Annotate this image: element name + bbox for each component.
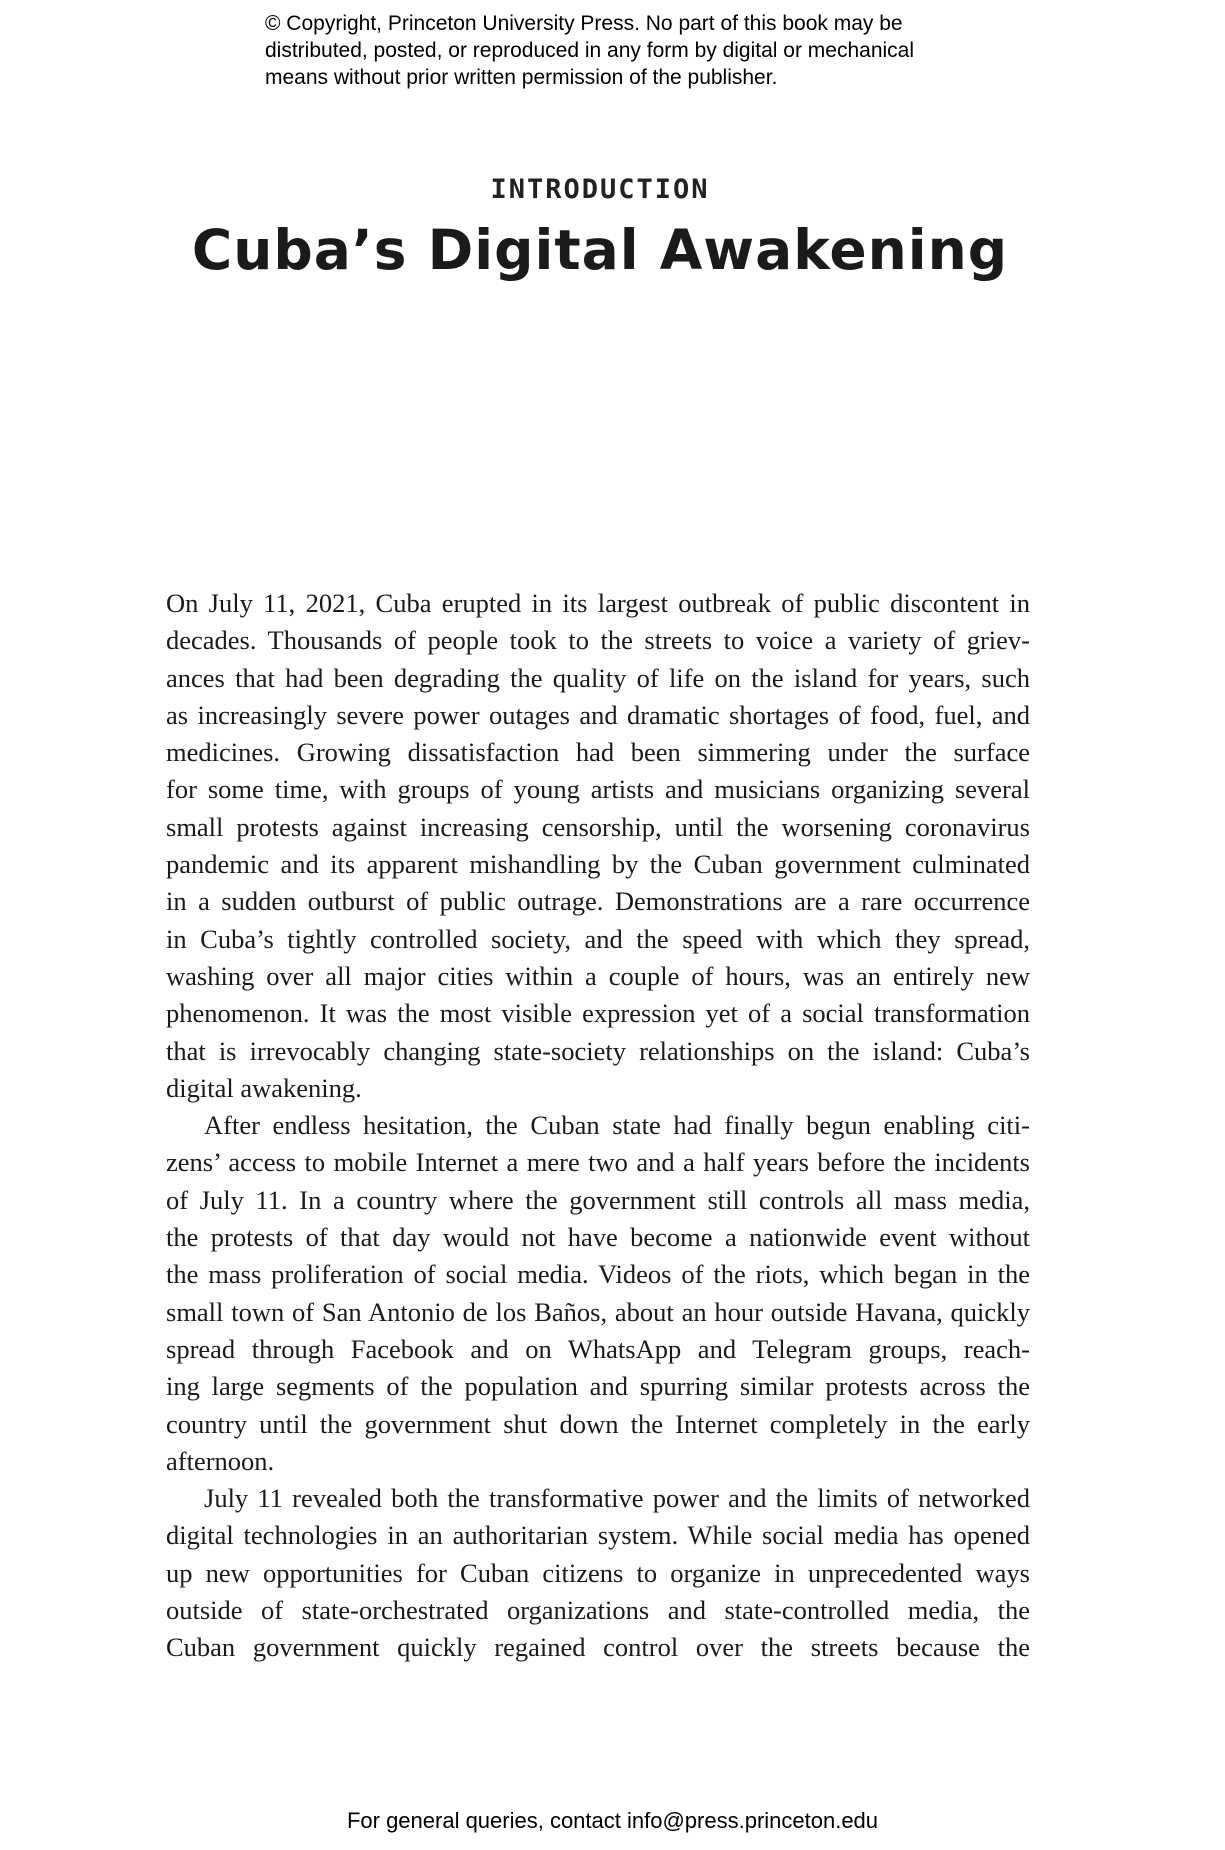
paragraph-1 xyxy=(166,585,1030,1107)
text-line: spread through Facebook and on WhatsApp and Telegram groups, reach- xyxy=(166,1333,1030,1364)
text-line: country until the government shut down the Internet completely in the early xyxy=(166,1408,1030,1439)
text-line: zens’ access to mobile Internet a mere two and a half years before the incidents xyxy=(166,1147,1030,1178)
text-line: up new opportunities for Cuban citizens to organize in unprecedented ways xyxy=(166,1557,1030,1588)
text-line: July 11 revealed both the transformative power and the limits of networked xyxy=(204,1483,1030,1514)
paragraph-2 xyxy=(166,1107,1030,1480)
text-line: in Cuba’s tightly controlled society, and the speed with which they spread, xyxy=(166,923,1030,954)
text-line: digital awakening. xyxy=(166,1072,362,1103)
text-line: digital technologies in an authoritarian system. While social media has opened xyxy=(166,1520,1030,1551)
footer-contact: For general queries, contact info@press.princeton.edu xyxy=(346,1808,879,1833)
text-line: decades. Thousands of people took to the streets to voice a variety of griev- xyxy=(166,625,1030,656)
chapter-title: Cuba’s Digital Awakening xyxy=(191,218,1009,282)
text-line: of July 11. In a country where the government still controls all mass media, xyxy=(166,1184,1030,1215)
paragraph-3 xyxy=(166,1480,1030,1666)
text-line: Cuban government quickly regained control over the streets because the xyxy=(166,1632,1030,1663)
body-text xyxy=(166,585,1030,1667)
text-line: ances that had been degrading the quality of life on the island for years, such xyxy=(166,662,1030,693)
text-line: small town of San Antonio de los Baños, about an hour outside Havana, quickly xyxy=(166,1296,1030,1327)
copyright-line: © Copyright, Princeton University Press. No part of this book may be xyxy=(265,12,903,35)
text-line: outside of state-orchestrated organizations and state-controlled media, the xyxy=(166,1595,1030,1626)
text-line: ing large segments of the population and spurring similar protests across the xyxy=(166,1371,1030,1402)
copyright-line: means without prior written permission of the publisher. xyxy=(265,66,778,89)
text-line: small protests against increasing censorship, until the worsening coronavirus xyxy=(166,811,1030,842)
text-line: washing over all major cities within a couple of hours, was an entirely new xyxy=(166,960,1030,991)
text-line: for some time, with groups of young artists and musicians organizing several xyxy=(166,774,1030,805)
text-line: in a sudden outburst of public outrage. Demonstrations are a rare occurrence xyxy=(166,886,1030,917)
text-line: afternoon. xyxy=(166,1445,275,1476)
text-line: that is irrevocably changing state-society relationships on the island: Cuba’s xyxy=(166,1035,1030,1066)
text-line: After endless hesitation, the Cuban state had finally begun enabling citi- xyxy=(204,1110,1030,1141)
text-line: On July 11, 2021, Cuba erupted in its largest outbreak of public discontent in xyxy=(166,588,1030,618)
text-line: pandemic and its apparent mishandling by the Cuban government culminated xyxy=(166,849,1030,880)
text-line: the protests of that day would not have become a nationwide event without xyxy=(166,1222,1030,1253)
chapter-label: INTRODUCTION xyxy=(490,174,710,205)
text-line: phenomenon. It was the most visible expression yet of a social transformation xyxy=(166,998,1030,1029)
text-line: as increasingly severe power outages and dramatic shortages of food, fuel, and xyxy=(166,699,1030,730)
copyright-notice xyxy=(265,10,1025,91)
text-line: the mass proliferation of social media. Videos of the riots, which began in the xyxy=(166,1259,1030,1290)
copyright-line: distributed, posted, or reproduced in any form by digital or mechanical xyxy=(265,39,915,62)
text-line: medicines. Growing dissatisfaction had been simmering under the surface xyxy=(166,737,1030,768)
